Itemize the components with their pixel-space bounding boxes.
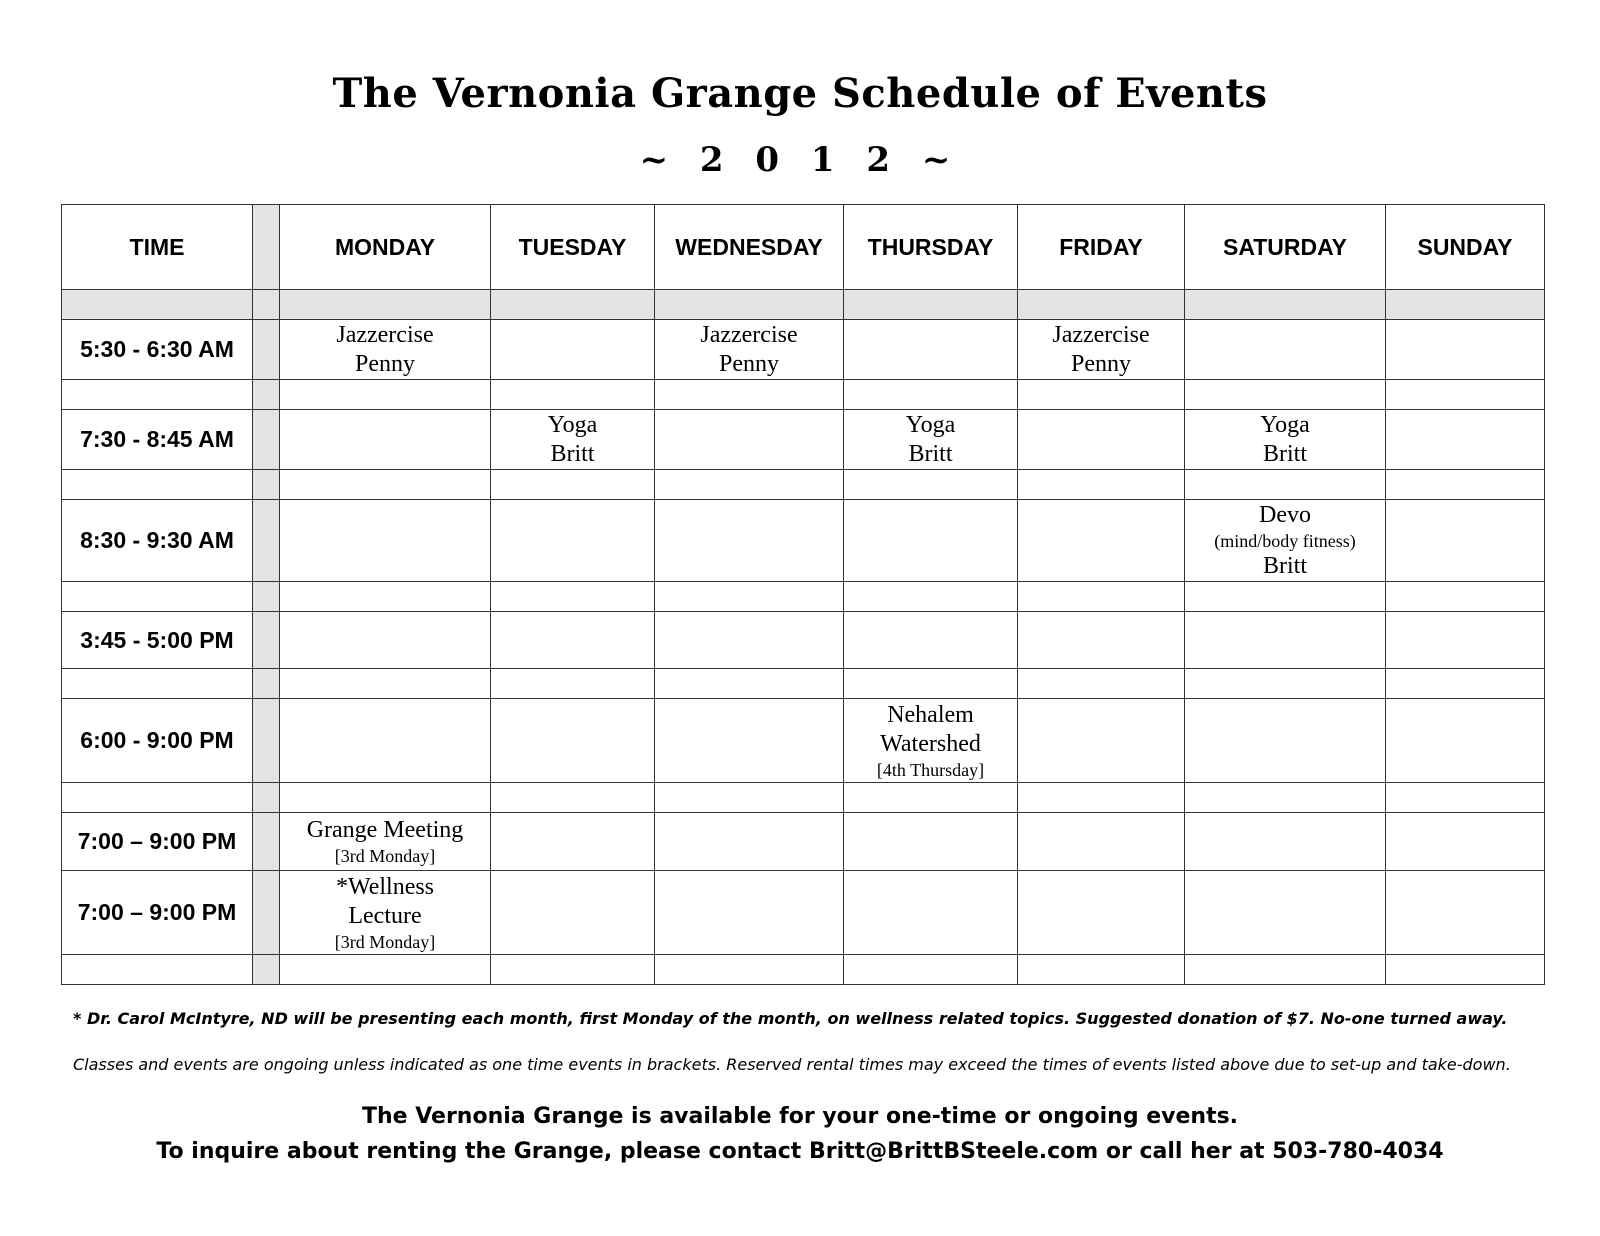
schedule-row	[62, 612, 1545, 669]
empty-cell	[1386, 699, 1545, 783]
empty-cell	[1018, 813, 1185, 871]
event-cell	[1185, 500, 1386, 582]
header-sunday: SUNDAY	[1386, 205, 1545, 290]
event-cell	[280, 813, 491, 871]
time-cell: 5:30 - 6:30 AM	[62, 320, 253, 380]
gutter-cell	[253, 205, 280, 290]
event-cell	[491, 410, 655, 470]
event-cell	[1018, 320, 1185, 380]
spacer-row	[62, 470, 1545, 500]
empty-cell	[844, 320, 1018, 380]
event-cell	[655, 320, 844, 380]
empty-cell	[844, 871, 1018, 955]
schedule-table	[61, 204, 1545, 985]
header-monday: MONDAY	[280, 205, 491, 290]
time-cell: 3:45 - 5:00 PM	[62, 612, 253, 669]
year-subtitle: ~ 2 0 1 2 ~	[639, 140, 961, 180]
time-cell: 7:00 – 9:00 PM	[62, 871, 253, 955]
schedule-row	[62, 500, 1545, 582]
empty-cell	[280, 699, 491, 783]
header-thursday: THURSDAY	[844, 205, 1018, 290]
event-title: Yoga	[1260, 411, 1310, 438]
empty-cell	[1386, 320, 1545, 380]
schedule-row	[62, 699, 1545, 783]
empty-cell	[655, 612, 844, 669]
event-cell	[280, 871, 491, 955]
header-saturday: SATURDAY	[1185, 205, 1386, 290]
gutter-cell	[253, 320, 280, 380]
empty-cell	[1018, 612, 1185, 669]
schedule-row	[62, 813, 1545, 871]
gutter-cell	[253, 871, 280, 955]
empty-cell	[1018, 500, 1185, 582]
contact-line: To inquire about renting the Grange, please contact Britt@BrittBSteele.com or call her at 503-780-4034	[156, 1139, 1444, 1164]
event-note: [3rd Monday]	[334, 846, 436, 866]
empty-cell	[1185, 871, 1386, 955]
spacer-row	[62, 380, 1545, 410]
empty-cell	[655, 410, 844, 470]
event-title: *Wellness	[335, 873, 435, 900]
event-title-2: Lecture	[348, 902, 422, 929]
event-instructor: Penny	[355, 350, 415, 377]
empty-cell	[844, 500, 1018, 582]
asterisk-footnote: * Dr. Carol McIntyre, ND will be presenting each month, first Monday of the month, on wellness related topics. Suggested donation of $7. No-one turned away.	[73, 1009, 1508, 1028]
empty-cell	[280, 612, 491, 669]
rental-notice	[0, 1099, 1600, 1169]
event-instructor: Britt	[550, 440, 595, 467]
event-cell	[844, 699, 1018, 783]
gutter-cell	[253, 410, 280, 470]
empty-cell	[1185, 320, 1386, 380]
spacer-row	[62, 783, 1545, 813]
gutter-cell	[253, 500, 280, 582]
empty-cell	[655, 699, 844, 783]
time-cell: 7:30 - 8:45 AM	[62, 410, 253, 470]
empty-cell	[844, 813, 1018, 871]
availability-line: The Vernonia Grange is available for your one-time or ongoing events.	[361, 1104, 1239, 1129]
empty-cell	[655, 813, 844, 871]
spacer-row	[62, 582, 1545, 612]
event-cell	[844, 410, 1018, 470]
empty-cell	[1386, 813, 1545, 871]
empty-cell	[1386, 500, 1545, 582]
time-cell: 7:00 – 9:00 PM	[62, 813, 253, 871]
empty-cell	[491, 699, 655, 783]
gutter-cell	[253, 813, 280, 871]
empty-cell	[491, 320, 655, 380]
empty-cell	[655, 500, 844, 582]
empty-cell	[1185, 699, 1386, 783]
empty-cell	[280, 500, 491, 582]
header-tuesday: TUESDAY	[491, 205, 655, 290]
empty-cell	[1185, 813, 1386, 871]
spacer-row	[62, 669, 1545, 699]
event-note: (mind/body fitness)	[1214, 530, 1356, 551]
event-title: Jazzercise	[336, 321, 434, 348]
event-cell	[280, 320, 491, 380]
event-instructor: Penny	[719, 350, 779, 377]
event-title: Jazzercise	[1052, 321, 1150, 348]
empty-cell	[280, 410, 491, 470]
gutter-cell	[253, 699, 280, 783]
empty-cell	[491, 871, 655, 955]
empty-cell	[1386, 612, 1545, 669]
event-title: Yoga	[905, 411, 956, 438]
empty-cell	[1386, 871, 1545, 955]
header-row	[62, 205, 1545, 290]
event-title: Nehalem	[887, 701, 974, 728]
event-instructor: Penny	[1071, 350, 1131, 377]
schedule-row	[62, 320, 1545, 380]
event-title: Jazzercise	[700, 321, 798, 348]
classes-footnote: Classes and events are ongoing unless indicated as one time events in brackets. Reserved rental times may exceed the times of events listed above due to set-up and take-down.	[73, 1055, 1511, 1074]
event-title-2: Watershed	[880, 730, 981, 757]
empty-cell	[491, 612, 655, 669]
time-cell: 8:30 - 9:30 AM	[62, 500, 253, 582]
empty-cell	[1185, 612, 1386, 669]
event-instructor: Britt	[1262, 440, 1307, 467]
schedule-row	[62, 871, 1545, 955]
schedule-row	[62, 410, 1545, 470]
gutter-cell	[253, 612, 280, 669]
event-title: Devo	[1259, 501, 1311, 528]
header-friday: FRIDAY	[1018, 205, 1185, 290]
header-wednesday: WEDNESDAY	[655, 205, 844, 290]
time-cell: 6:00 - 9:00 PM	[62, 699, 253, 783]
empty-cell	[844, 612, 1018, 669]
event-title: Yoga	[547, 411, 598, 438]
empty-cell	[1018, 699, 1185, 783]
shaded-divider-row	[62, 290, 1545, 320]
page-title: The Vernonia Grange Schedule of Events	[332, 70, 1268, 117]
event-instructor: Britt	[908, 440, 953, 467]
empty-cell	[491, 813, 655, 871]
event-instructor: Britt	[1262, 552, 1307, 579]
spacer-row	[62, 955, 1545, 985]
header-time: TIME	[62, 205, 253, 290]
event-cell	[1185, 410, 1386, 470]
empty-cell	[491, 500, 655, 582]
event-note: [4th Thursday]	[876, 759, 985, 780]
event-note: [3rd Monday]	[334, 931, 436, 952]
empty-cell	[655, 871, 844, 955]
event-title: Grange Meeting	[306, 817, 464, 843]
empty-cell	[1018, 410, 1185, 470]
empty-cell	[1018, 871, 1185, 955]
empty-cell	[1386, 410, 1545, 470]
